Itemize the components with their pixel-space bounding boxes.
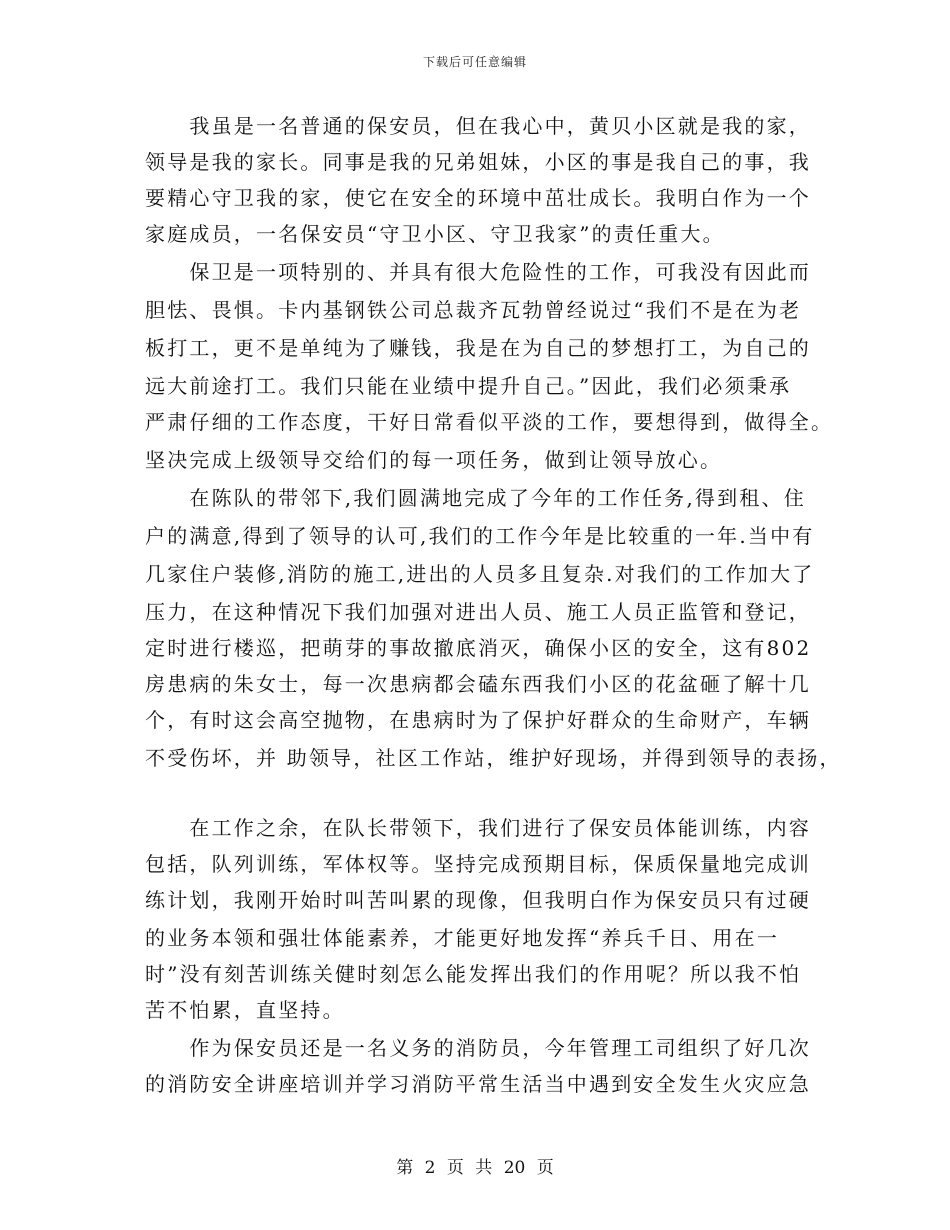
text-line: 房患病的朱女士，每一次患病都会磕东西我们小区的花盆砸了解十几 xyxy=(145,672,811,696)
text-line: 胆怯、畏惧。卡内基钢铁公司总裁齐瓦勃曾经说过“我们不是在为老 xyxy=(145,298,802,322)
text-line: 板打工，更不是单纯为了赚钱，我是在为自己的梦想打工，为自己的 xyxy=(145,336,811,360)
text-line: 定时进行楼巡，把萌芽的事故撤底消灭，确保小区的安全，这有802 xyxy=(145,636,812,660)
page-header: 下载后可任意编辑 xyxy=(422,55,527,69)
text-line: 不受伤坏，并 助领导，社区工作站，维护好现场，并得到领导的表扬， xyxy=(145,746,842,770)
text-line: 的业务本领和强壮体能素养，才能更好地发挥“养兵千日、用在一 xyxy=(145,926,780,950)
text-line: 个，有时这会高空抛物，在患病时为了保护好群众的生命财产，车辆 xyxy=(145,708,811,732)
text-line: 在工作之余，在队长带领下，我们进行了保安员体能训练，内容 xyxy=(145,816,811,840)
text-line: 时”没有刻苦训练关健时刻怎么能发挥出我们的作用呢？所以我不怕 xyxy=(145,962,802,986)
text-line: 家庭成员，一名保安员“守卫小区、守卫我家”的责任重大。 xyxy=(145,222,725,246)
text-line: 的消防安全讲座培训并学习消防平常生活当中遇到安全发生火灾应急 xyxy=(145,1072,811,1096)
text-line: 包括，队列训练，军体权等。坚持完成预期目标，保质保量地完成训 xyxy=(145,852,811,876)
text-line: 苦不怕累，直坚持。 xyxy=(145,998,345,1022)
text-line: 作为保安员还是一名义务的消防员，今年管理工司组织了好几次 xyxy=(145,1036,811,1060)
text-line: 户的满意,得到了领导的认可,我们的工作今年是比较重的一年.当中有 xyxy=(145,524,815,548)
text-line: 远大前途打工。我们只能在业绩中提升自己。”因此，我们必须秉承 xyxy=(145,374,792,398)
text-line: 坚决完成上级领导交给们的每一项任务，做到让领导放心。 xyxy=(145,448,723,472)
text-line: 在陈队的带邻下,我们圆满地完成了今年的工作任务,得到租、住 xyxy=(145,486,806,510)
text-line: 练计划，我刚开始时叫苦叫累的现像，但我明白作为保安员只有过硬 xyxy=(145,888,811,912)
text-line: 要精心守卫我的家，使它在安全的环境中茁壮成长。我明白作为一个 xyxy=(145,186,811,210)
text-line: 严肃仔细的工作态度，干好日常看似平淡的工作，要想得到，做得全。 xyxy=(145,410,834,434)
text-line: 保卫是一项特别的、并具有很大危险性的工作，可我没有因此而 xyxy=(145,260,811,284)
text-line: 压力，在这种情况下我们加强对进出人员、施工人员正监管和登记， xyxy=(145,600,811,624)
text-line: 领导是我的家长。同事是我的兄弟姐妹，小区的事是我自己的事，我 xyxy=(145,150,811,174)
text-line: 我虽是一名普通的保安员，但在我心中，黄贝小区就是我的家， xyxy=(145,114,811,138)
text-line: 几家住户装修,消防的施工,进出的人员多且复杂.对我们的工作加大了 xyxy=(145,562,815,586)
page-number-footer: 第 2 页 共 20 页 xyxy=(396,1158,554,1178)
